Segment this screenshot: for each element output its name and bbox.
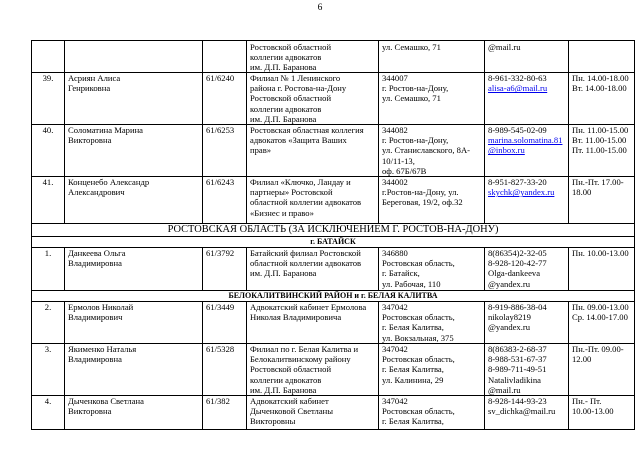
address-line: ул. Вокзальная, 375 — [382, 332, 454, 343]
advocate-name-cell — [65, 72, 203, 124]
address-line: 346880 — [382, 248, 408, 259]
district-title: БЕЛОКАЛИТВИНСКИЙ РАЙОН и г. БЕЛАЯ КАЛИТВА — [32, 290, 635, 301]
row-number: 1. — [32, 247, 65, 290]
contacts-cell — [485, 124, 569, 176]
reception-hours-line: Ср. 14.00-17.00 — [572, 312, 628, 323]
address-cell — [379, 72, 485, 124]
address-cell — [379, 247, 485, 290]
contact-line: 8-928-144-93-23 — [488, 396, 547, 407]
reception-hours-line: Вт. 11.00-15.00 — [572, 135, 627, 146]
address-line: ул. Семашко, 71 — [382, 41, 441, 52]
contact-line: 8-961-332-80-63 — [488, 73, 547, 84]
organization-cell — [247, 247, 379, 290]
contact-line: Natalivladikina — [488, 374, 541, 385]
contact-line: 8-988-531-67-37 — [488, 354, 547, 365]
registry-number: 61/3792 — [203, 247, 247, 290]
organization-line: им. Д.П. Баранова — [250, 61, 317, 72]
row-number: 2. — [32, 301, 65, 343]
organization-line: им. Д.П. Баранова — [250, 268, 317, 279]
reception-hours-line: Пн.- Пт. — [572, 396, 602, 407]
organization-line: Адвокатский кабинет — [250, 396, 329, 407]
advocate-name-cell — [65, 395, 203, 429]
contact-line: 8-989-545-02-09 — [488, 125, 547, 136]
reception-hours-cell — [569, 124, 635, 176]
advocate-name-line: Генриковна — [68, 83, 111, 94]
address-line: 347042 — [382, 344, 408, 355]
page-number: 6 — [317, 3, 323, 13]
contacts-cell — [485, 72, 569, 124]
region-title: РОСТОВСКАЯ ОБЛАСТЬ (ЗА ИСКЛЮЧЕНИЕМ Г. РОСТОВ-НА-ДОНУ) — [32, 223, 635, 236]
address-line: 347042 — [382, 302, 408, 313]
reception-hours-cell — [569, 247, 635, 290]
address-cell — [379, 395, 485, 429]
address-line: Ростовская область, — [382, 312, 455, 323]
reception-hours-line: Пн. 14.00-18.00 — [572, 73, 629, 84]
advocate-name-line: Викторовна — [68, 135, 112, 146]
table-row — [32, 301, 635, 343]
table-row — [32, 343, 635, 395]
address-line: Ростовская область, — [382, 258, 455, 269]
district-header-row — [32, 290, 635, 301]
organization-line: им. Д.П. Баранова — [250, 113, 317, 124]
organization-line: партнеры» Ростовской — [250, 187, 333, 198]
advocate-name-line: Викторовна — [68, 406, 112, 417]
registry-number: 61/5328 — [203, 343, 247, 395]
registry-number: 61/6243 — [203, 176, 247, 223]
reception-hours-line: Пн. 11.00-15.00 — [572, 125, 629, 136]
organization-line: им. Д.П. Баранова — [250, 384, 317, 395]
row-number: 40. — [32, 124, 65, 176]
organization-line: Филиал № 1 Ленинского — [250, 73, 341, 84]
reception-hours-line: Вт. 14.00-18.00 — [572, 83, 627, 94]
contacts-cell — [485, 247, 569, 290]
organization-line: Ростовской областной — [250, 41, 332, 52]
address-line: оф. 67Б/67В — [382, 165, 427, 176]
organization-line: адвокатов «Защита Ваших — [250, 135, 347, 146]
reception-hours-line: 12.00 — [572, 354, 592, 365]
address-line: 344002 — [382, 177, 408, 188]
region-header-row — [32, 223, 635, 236]
address-line: ул. Рабочая, 110 — [382, 278, 441, 289]
table-row — [32, 72, 635, 124]
reception-hours-line: 10.00-13.00 — [572, 406, 614, 417]
organization-cell — [247, 41, 379, 73]
reception-hours-cell — [569, 301, 635, 343]
contact-line[interactable]: @inbox.ru — [488, 145, 525, 156]
contact-line[interactable]: alisa-a6@mail.ru — [488, 83, 548, 94]
district-title: г. БАТАЙСК — [32, 236, 635, 247]
address-cell — [379, 41, 485, 73]
table-row — [32, 176, 635, 223]
advocate-name-line: Конценебо Александр — [68, 177, 150, 188]
address-line: 344007 — [382, 73, 408, 84]
address-line: 347042 — [382, 396, 408, 407]
address-cell — [379, 176, 485, 223]
row-number: 4. — [32, 395, 65, 429]
organization-cell — [247, 395, 379, 429]
advocate-name-cell — [65, 247, 203, 290]
registry-number: 61/3449 — [203, 301, 247, 343]
contact-line: @yandex.ru — [488, 322, 531, 333]
address-line: 344082 — [382, 125, 408, 136]
district-header-row — [32, 236, 635, 247]
registry-number — [203, 41, 247, 73]
table-row — [32, 395, 635, 429]
advocate-name-line: Якименко Наталья — [68, 344, 137, 355]
advocate-name-cell — [65, 41, 203, 73]
advocate-name-line: Владимировна — [68, 258, 122, 269]
organization-cell — [247, 343, 379, 395]
contact-line: @mail.ru — [488, 41, 521, 52]
address-line: Ростовская область, — [382, 406, 455, 417]
contacts-cell — [485, 176, 569, 223]
row-number: 3. — [32, 343, 65, 395]
contact-line: 8(86354)2-32-05 — [488, 248, 547, 259]
organization-cell — [247, 124, 379, 176]
contacts-cell — [485, 301, 569, 343]
contacts-cell — [485, 41, 569, 73]
contact-line: 8(86383-2-68-37 — [488, 344, 547, 355]
organization-line: Белокалитвинскому району — [250, 354, 351, 365]
contacts-cell — [485, 395, 569, 429]
organization-line: Николая Владимировича — [250, 312, 342, 323]
reception-hours-line: 18.00 — [572, 187, 592, 198]
address-line: ул. Станиславского, 8А- — [382, 145, 471, 156]
registry-number: 61/382 — [203, 395, 247, 429]
advocate-name-line: Соломатина Марина — [68, 125, 143, 136]
organization-line: Филиал «Ключко, Ландау и — [250, 177, 351, 188]
address-line: г. Белая Калитва, — [382, 322, 444, 333]
contact-line: nikolay8219 — [488, 312, 531, 323]
advocate-name-line: Дыченкова Светлана — [68, 396, 144, 407]
table-row — [32, 41, 635, 73]
organization-line: Ростовской областной — [250, 93, 332, 104]
organization-line: Дыченковой Светланы — [250, 406, 334, 417]
organization-line: областной коллегии адвокатов — [250, 258, 362, 269]
advocate-name-cell — [65, 124, 203, 176]
organization-line: Адвокатский кабинет Ермолова — [250, 302, 367, 313]
reception-hours-cell — [569, 41, 635, 73]
organization-line: коллегии адвокатов — [250, 374, 322, 385]
reception-hours-cell — [569, 343, 635, 395]
organization-cell — [247, 72, 379, 124]
organization-line: «Бизнес и право» — [250, 207, 314, 218]
contacts-cell — [485, 343, 569, 395]
contact-line: 8-989-711-49-51 — [488, 364, 547, 375]
contact-line[interactable]: marina.solomatina.81 — [488, 135, 563, 146]
advocate-name-line: Владимировна — [68, 354, 122, 365]
advocate-name-cell — [65, 301, 203, 343]
address-line: г. Белая Калитва, — [382, 364, 444, 375]
reception-hours-line: Пн. 09.00-13.00 — [572, 302, 629, 313]
advocate-name-line: Александрович — [68, 187, 125, 198]
address-line: 10/11-13, — [382, 155, 415, 166]
address-line: г. Белая Калитва, — [382, 416, 444, 427]
address-line: г. Ростов-на-Дону, — [382, 83, 449, 94]
organization-line: Ростовской областной — [250, 364, 332, 375]
contact-line: Olga-dankeeva — [488, 268, 541, 279]
advocate-name-line: Данкеева Ольга — [68, 248, 126, 259]
contact-line[interactable]: skychk@yandex.ru — [488, 187, 555, 198]
registry-number: 61/6253 — [203, 124, 247, 176]
reception-hours-cell — [569, 395, 635, 429]
address-line: г. Ростов-на-Дону, — [382, 135, 449, 146]
table-row — [32, 247, 635, 290]
advocate-name-line: Владимирович — [68, 312, 123, 323]
row-number: 41. — [32, 176, 65, 223]
registry-number: 61/6240 — [203, 72, 247, 124]
advocate-name-line: Асриян Алиса — [68, 73, 121, 84]
organization-line: областной коллегии адвокатов — [250, 197, 362, 208]
address-line: ул. Калинина, 29 — [382, 374, 444, 385]
advocates-table — [31, 40, 635, 430]
reception-hours-line: Пн. 10.00-13.00 — [572, 248, 629, 259]
organization-line: Викторовны — [250, 416, 296, 427]
organization-line: Батайский филиал Ростовской — [250, 248, 361, 259]
organization-line: района г. Ростова-на-Дону — [250, 83, 347, 94]
contact-line: sv_dichka@mail.ru — [488, 406, 556, 417]
contact-line: 8-928-120-42-77 — [488, 258, 547, 269]
address-line: г. Батайск, — [382, 268, 420, 279]
contact-line: @yandex.ru — [488, 278, 531, 289]
table-row — [32, 124, 635, 176]
organization-cell — [247, 301, 379, 343]
address-cell — [379, 343, 485, 395]
address-line: г.Ростов-на-Дону, ул. — [382, 187, 459, 198]
reception-hours-line: Пн.-Пт. 17.00- — [572, 177, 624, 188]
address-line: Ростовская область, — [382, 354, 455, 365]
reception-hours-line: Пт. 11.00-15.00 — [572, 145, 627, 156]
address-line: Береговая, 19/2, оф.32 — [382, 197, 463, 208]
address-line: ул. Семашко, 71 — [382, 93, 441, 104]
row-number — [32, 41, 65, 73]
advocate-name-cell — [65, 176, 203, 223]
advocate-name-line: Ермолов Николай — [68, 302, 134, 313]
organization-line: коллегии адвокатов — [250, 51, 322, 62]
organization-line: коллегии адвокатов — [250, 103, 322, 114]
advocate-name-cell — [65, 343, 203, 395]
address-cell — [379, 124, 485, 176]
reception-hours-cell — [569, 72, 635, 124]
contact-line: 8-951-827-33-20 — [488, 177, 547, 188]
organization-cell — [247, 176, 379, 223]
reception-hours-line: Пн.-Пт. 09.00- — [572, 344, 624, 355]
contact-line: 8-919-886-38-04 — [488, 302, 547, 313]
organization-line: Филиал по г. Белая Калитва и — [250, 344, 359, 355]
contact-line: @mail.ru — [488, 384, 521, 395]
row-number: 39. — [32, 72, 65, 124]
address-cell — [379, 301, 485, 343]
organization-line: Ростовская областная коллегия — [250, 125, 364, 136]
organization-line: прав» — [250, 145, 272, 156]
reception-hours-cell — [569, 176, 635, 223]
